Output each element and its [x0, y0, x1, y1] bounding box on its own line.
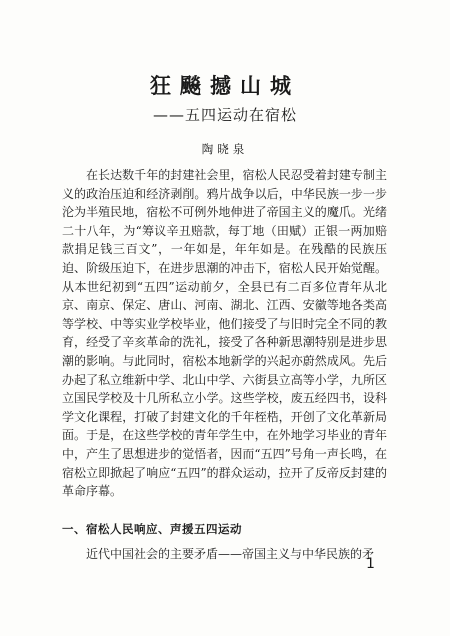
- body-paragraph: 在长达数千年的封建社会里，宿松人民忍受着封建专制主义的政治压迫和经济剥削。鸦片战争以后，中华民族一步一步沦为半殖民地，宿松不可例外地伸进了帝国主义的魔爪。光绪二十八年，为“筹议辛丑赔款，每丁地（田赋）正银一两加赔款捐足钱三百文”，一年如是，年年如是。在残酷的民族压迫、阶级压迫下，在进步思潮的冲击下，宿松人民开始觉醒。从本世纪初到“五四”运动前夕，全县已有二百多位青年从北京、南京、保定、唐山、河南、湖北、江西、安徽等地各类高等学校、中等实业学校毕业，他们接受了与旧时完全不同的教育，经受了辛亥革命的洗礼，接受了各种新思潮特别是进步思潮的影响。与此同时，宿松本地新学的兴起亦蔚然成风。先后办起了私立维新中学、北山中学、六街县立高等小学，九所区立国民学校及十几所私立小学。这些学校，废五经四书，设科学文化课程，打破了封建文化的千年桎梏，开创了文化革新局面。于是，在这些学校的青年学生中，在外地学习毕业的青年中，产生了思想进步的觉悟者，因而“五四”号角一声长鸣，在宿松立即掀起了响应“五四”的群众运动，拉开了反帝反封建的革命序幕。: [62, 168, 387, 499]
- page-number: 1: [366, 556, 375, 572]
- section-paragraph: 近代中国社会的主要矛盾——帝国主义与中华民族的矛: [86, 547, 375, 561]
- section-heading: 一、宿松人民响应、声援五四运动: [62, 522, 242, 536]
- document-title: 狂飈撼山城: [150, 74, 300, 98]
- document-author: 陶晓泉: [201, 142, 249, 156]
- document-subtitle: ——五四运动在宿松: [152, 106, 297, 124]
